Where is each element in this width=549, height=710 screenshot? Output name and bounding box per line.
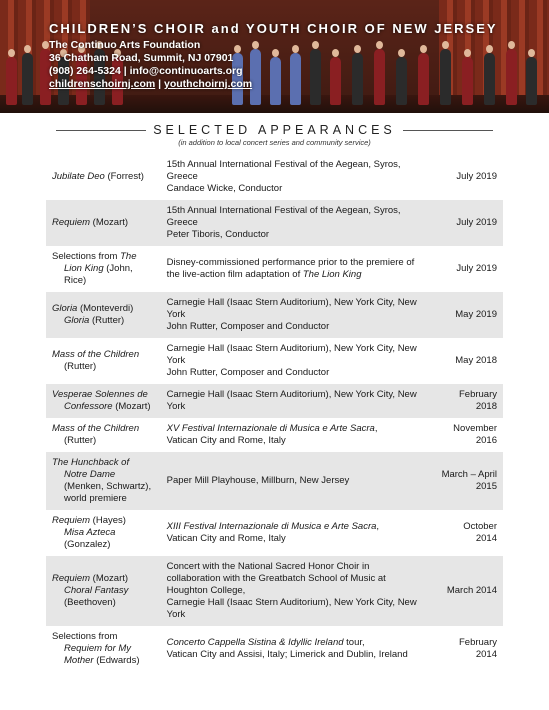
work-line <box>52 597 155 609</box>
venue-line <box>167 343 424 367</box>
work-title: The Hunchback of <box>52 457 130 468</box>
venue-line <box>167 521 424 533</box>
date-cell <box>430 384 503 418</box>
work-title: Notre Dame <box>64 469 116 480</box>
venue-line <box>167 475 424 487</box>
venue-text: 15th Annual International Festival of the Aegean, Syros, Greece <box>166 205 401 228</box>
venue-line <box>167 435 424 447</box>
venue-text: Carnegie Hall (Isaac Stern Auditorium), New York City, New York <box>166 389 417 412</box>
link-separator: | <box>158 78 162 90</box>
date-text: February <box>458 389 497 400</box>
appearance-row <box>46 200 503 246</box>
singer-figure <box>506 49 517 105</box>
work-line <box>52 217 155 229</box>
date-cell <box>430 418 503 452</box>
work-composer: (Hayes) <box>90 515 126 526</box>
phone: (908) 264-5324 <box>49 65 121 77</box>
website-links <box>49 78 498 91</box>
singer-head <box>24 45 31 53</box>
work-composer: (John, Rice) <box>64 263 133 286</box>
org-title: CHILDREN’S CHOIR and YOUTH CHOIR OF NEW JERSEY <box>49 21 498 36</box>
work-cell <box>46 626 161 672</box>
org-contact <box>49 65 498 78</box>
work-line <box>52 423 155 435</box>
date-text: 2014 <box>475 533 497 544</box>
venue-cell <box>161 246 430 292</box>
work-title: Requiem <box>52 573 91 584</box>
work-line <box>52 585 155 597</box>
work-line <box>52 457 155 469</box>
work-line <box>52 349 155 361</box>
date-text: July 2019 <box>456 217 497 228</box>
work-title: The <box>120 251 137 262</box>
venue-text: Peter Tiboris, Conductor <box>166 229 270 240</box>
venue-line <box>167 183 424 195</box>
work-composer: (Forrest) <box>104 171 144 182</box>
date-text: May 2019 <box>455 309 497 320</box>
venue-text: Disney-commissioned performance prior to the premiere of the live-action film adaptation of <box>166 257 415 280</box>
venue-line <box>167 297 424 321</box>
venue-cell <box>161 292 430 338</box>
venue-text: XV Festival Internazionale di Musica e Arte Sacra <box>166 423 375 434</box>
youth-choir-link[interactable]: youthchoirnj.com <box>164 78 253 90</box>
work-title: Confessore <box>64 401 113 412</box>
appearance-row <box>46 556 503 626</box>
work-line <box>52 435 155 447</box>
venue-line <box>167 367 424 379</box>
venue-text: , <box>376 521 380 532</box>
appearance-row <box>46 418 503 452</box>
appearance-row <box>46 246 503 292</box>
venue-line <box>167 637 424 649</box>
work-cell <box>46 200 161 246</box>
date-text: March – April <box>441 469 497 480</box>
date-text: 2016 <box>475 435 497 446</box>
work-cell <box>46 292 161 338</box>
rule-left <box>56 130 146 131</box>
date-cell <box>430 154 503 200</box>
appearance-row <box>46 510 503 556</box>
work-composer: (Rutter) <box>64 361 97 372</box>
venue-text: Vatican City and Rome, Italy <box>166 435 286 446</box>
header-banner <box>0 0 549 113</box>
date-text: July 2019 <box>456 171 497 182</box>
header-text <box>49 21 498 91</box>
work-line <box>52 303 155 315</box>
work-composer: (Rutter) <box>89 315 125 326</box>
rule-right <box>403 130 493 131</box>
work-cell <box>46 246 161 292</box>
venue-line <box>167 533 424 545</box>
venue-cell <box>161 452 430 510</box>
work-title: Mass of the Children <box>52 349 140 360</box>
venue-text: Carnegie Hall (Isaac Stern Auditorium), New York City, New York <box>166 297 417 320</box>
work-line <box>52 263 155 287</box>
venue-text: Concerto Cappella Sistina & Idyllic Ireland <box>166 637 344 648</box>
work-line <box>52 481 155 493</box>
work-line <box>52 251 155 263</box>
date-cell <box>430 292 503 338</box>
work-cell <box>46 154 161 200</box>
work-line <box>52 315 155 327</box>
venue-line <box>167 389 424 413</box>
date-cell <box>430 246 503 292</box>
date-cell <box>430 200 503 246</box>
work-line <box>52 469 155 481</box>
date-cell <box>430 452 503 510</box>
work-line <box>52 171 155 183</box>
work-composer: (Menken, Schwartz), <box>64 481 152 492</box>
work-composer: (Gonzalez) <box>64 539 111 550</box>
appearance-row <box>46 626 503 672</box>
work-composer: (Mozart) <box>90 573 129 584</box>
date-text: 2018 <box>475 401 497 412</box>
venue-text: , <box>374 423 378 434</box>
work-cell <box>46 510 161 556</box>
work-title: Requiem <box>52 217 91 228</box>
venue-line <box>167 561 424 597</box>
singer-head <box>508 41 515 49</box>
venue-text: Candace Wicke, Conductor <box>166 183 283 194</box>
work-cell <box>46 452 161 510</box>
venue-cell <box>161 200 430 246</box>
work-cell <box>46 418 161 452</box>
venue-cell <box>161 626 430 672</box>
work-cell <box>46 384 161 418</box>
appearance-row <box>46 154 503 200</box>
venue-line <box>167 205 424 229</box>
work-line <box>52 401 155 413</box>
work-title: Vesperae Solennes de <box>52 389 148 400</box>
work-line <box>52 573 155 585</box>
org-name: The Continuo Arts Foundation <box>49 39 201 51</box>
work-title: Mother <box>64 655 94 666</box>
work-line <box>52 493 155 505</box>
work-title: Choral Fantasy <box>64 585 129 596</box>
venue-cell <box>161 418 430 452</box>
venue-line <box>167 423 424 435</box>
singer-head <box>42 41 49 49</box>
venue-text: Concert with the National Sacred Honor Choir in collaboration with the Greatbatch School of Music at Houghton College, <box>166 561 386 596</box>
venue-cell <box>161 556 430 626</box>
date-cell <box>430 510 503 556</box>
venue-cell <box>161 510 430 556</box>
work-title: Gloria <box>64 315 90 326</box>
singer-head <box>528 49 535 57</box>
date-text: October <box>463 521 497 532</box>
venue-line <box>167 257 424 281</box>
venue-text: Carnegie Hall (Isaac Stern Auditorium), New York City, New York <box>166 597 417 620</box>
work-title: Lion King <box>64 263 104 274</box>
venue-line <box>167 597 424 621</box>
venue-text: The Lion King <box>302 269 362 280</box>
work-title: Mass of the Children <box>52 423 140 434</box>
contact-separator: | <box>123 65 127 77</box>
date-text: May 2018 <box>455 355 497 366</box>
section-subtitle: (in addition to local concert series and community service) <box>178 138 371 147</box>
venue-cell <box>161 338 430 384</box>
singer-figure <box>22 53 33 105</box>
venue-line <box>167 649 424 661</box>
venue-text: John Rutter, Composer and Conductor <box>166 321 330 332</box>
date-text: 2014 <box>475 649 497 660</box>
venue-cell <box>161 154 430 200</box>
work-line <box>52 515 155 527</box>
venue-line <box>167 321 424 333</box>
work-title: Misa Azteca <box>64 527 116 538</box>
appearance-row <box>46 338 503 384</box>
appearance-row <box>46 292 503 338</box>
date-text: March 2014 <box>446 585 497 596</box>
venue-cell <box>161 384 430 418</box>
work-composer: (Monteverdi) <box>77 303 134 314</box>
work-line <box>52 631 155 643</box>
work-composer: Selections from <box>52 631 118 642</box>
work-line <box>52 655 155 667</box>
venue-text: Paper Mill Playhouse, Millburn, New Jersey <box>166 475 350 486</box>
work-line <box>52 361 155 373</box>
singer-head <box>8 49 15 57</box>
work-composer: (Beethoven) <box>64 597 116 608</box>
work-composer: (Mozart) <box>112 401 151 412</box>
work-title: Gloria <box>52 303 78 314</box>
singer-figure <box>6 57 17 105</box>
date-cell <box>430 626 503 672</box>
work-title: Requiem <box>52 515 91 526</box>
date-cell <box>430 556 503 626</box>
date-text: July 2019 <box>456 263 497 274</box>
work-line <box>52 643 155 655</box>
venue-text: XIII Festival Internazionale di Musica e Arte Sacra <box>166 521 377 532</box>
work-title: Requiem for My <box>64 643 132 654</box>
work-composer: Selections from <box>52 251 121 262</box>
section-header <box>0 123 549 147</box>
venue-line <box>167 229 424 241</box>
work-title: Jubilate Deo <box>52 171 105 182</box>
venue-text: 15th Annual International Festival of the Aegean, Syros, Greece <box>166 159 401 182</box>
work-line <box>52 389 155 401</box>
date-text: February <box>458 637 497 648</box>
venue-text: tour, <box>343 637 365 648</box>
date-cell <box>430 338 503 384</box>
venue-text: John Rutter, Composer and Conductor <box>166 367 330 378</box>
work-composer: (Mozart) <box>90 217 129 228</box>
work-composer: (Edwards) <box>93 655 140 666</box>
work-line <box>52 527 155 551</box>
singer-figure <box>526 57 537 105</box>
venue-text: Vatican City and Rome, Italy <box>166 533 286 544</box>
work-cell <box>46 556 161 626</box>
date-text: November <box>453 423 497 434</box>
appearances-table <box>46 154 503 672</box>
work-composer: world premiere <box>64 493 127 504</box>
childrens-choir-link[interactable]: childrenschoirnj.com <box>49 78 156 90</box>
work-composer: (Rutter) <box>64 435 97 446</box>
date-text: 2015 <box>475 481 497 492</box>
venue-text: Carnegie Hall (Isaac Stern Auditorium), New York City, New York <box>166 343 417 366</box>
email-link[interactable]: info@continuoarts.org <box>129 65 243 77</box>
appearance-row <box>46 384 503 418</box>
work-cell <box>46 338 161 384</box>
venue-text: Vatican City and Assisi, Italy; Limerick and Dublin, Ireland <box>166 649 408 660</box>
org-address: 36 Chatham Road, Summit, NJ 07901 <box>49 52 234 64</box>
venue-line <box>167 159 424 183</box>
appearance-row <box>46 452 503 510</box>
section-title: SELECTED APPEARANCES <box>153 123 396 137</box>
